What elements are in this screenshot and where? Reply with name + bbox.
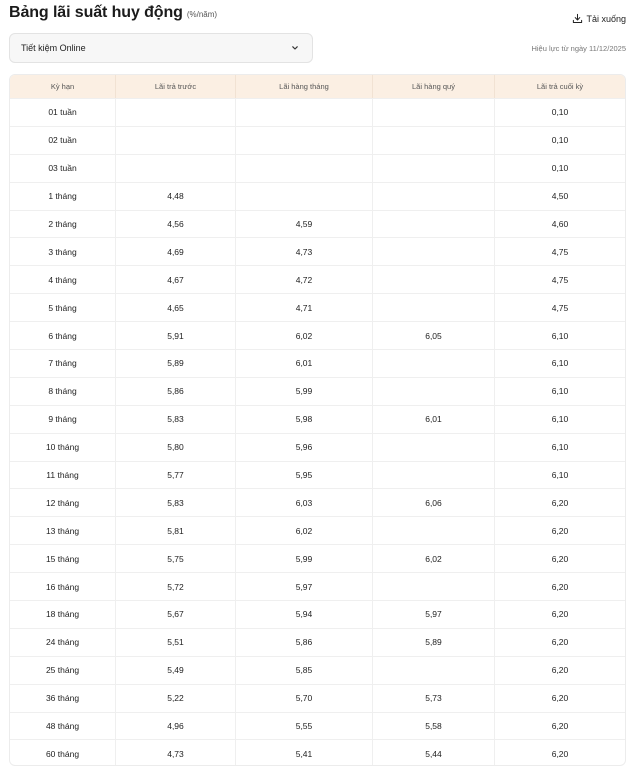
cell-maturity: 6,20 [551, 721, 569, 732]
cell-maturity: 6,20 [551, 748, 569, 759]
cell-maturity: 0,10 [551, 107, 569, 118]
cell-maturity: 6,20 [551, 637, 569, 648]
cell-prepaid: 4,65 [116, 294, 236, 321]
cell-quarterly: 6,01 [373, 406, 495, 433]
cell-term: 25 tháng [10, 657, 116, 684]
column-header-monthly: Lãi hàng tháng [236, 75, 373, 98]
cell-prepaid [116, 99, 236, 126]
cell-maturity: 6,10 [551, 330, 569, 341]
cell-term: 60 tháng [10, 740, 116, 766]
cell-maturity: 6,20 [551, 553, 569, 564]
cell-monthly: 5,94 [236, 601, 373, 628]
cell-quarterly [373, 294, 495, 321]
cell-quarterly [373, 183, 495, 210]
table-row [10, 684, 625, 712]
cell-quarterly [373, 211, 495, 238]
download-button[interactable] [572, 13, 626, 24]
cell-term: 1 tháng [10, 183, 116, 210]
cell-maturity: 4,50 [551, 191, 569, 202]
table-row [10, 126, 625, 154]
cell-quarterly: 5,73 [373, 685, 495, 712]
cell-maturity: 6,20 [551, 665, 569, 676]
cell-monthly: 6,01 [236, 350, 373, 377]
cell-prepaid: 5,67 [116, 601, 236, 628]
cell-maturity: 6,20 [551, 581, 569, 592]
cell-quarterly [373, 462, 495, 489]
cell-monthly: 5,86 [236, 629, 373, 656]
cell-prepaid: 5,83 [116, 406, 236, 433]
cell-quarterly: 6,02 [373, 545, 495, 572]
cell-quarterly: 5,89 [373, 629, 495, 656]
cell-prepaid: 4,48 [116, 183, 236, 210]
page-header [9, 4, 217, 22]
cell-maturity: 6,10 [551, 442, 569, 453]
cell-term: 36 tháng [10, 685, 116, 712]
cell-quarterly [373, 573, 495, 600]
cell-monthly [236, 183, 373, 210]
cell-term: 12 tháng [10, 489, 116, 516]
cell-monthly: 5,70 [236, 685, 373, 712]
cell-term: 48 tháng [10, 713, 116, 740]
cell-quarterly [373, 657, 495, 684]
column-header-maturity: Lãi trả cuối kỳ [536, 82, 584, 91]
download-icon [572, 13, 583, 24]
table-row [10, 628, 625, 656]
cell-prepaid: 5,72 [116, 573, 236, 600]
table-row [10, 572, 625, 600]
table-row [10, 712, 625, 740]
cell-prepaid: 5,80 [116, 434, 236, 461]
table-row [10, 349, 625, 377]
table-row [10, 656, 625, 684]
table-body [10, 98, 625, 766]
cell-term: 4 tháng [10, 266, 116, 293]
cell-monthly [236, 127, 373, 154]
cell-quarterly: 6,06 [373, 489, 495, 516]
cell-monthly: 4,59 [236, 211, 373, 238]
table-row [10, 516, 625, 544]
cell-maturity: 4,75 [551, 302, 569, 313]
cell-quarterly [373, 99, 495, 126]
cell-term: 7 tháng [10, 350, 116, 377]
table-header [10, 75, 625, 98]
cell-maturity: 6,10 [551, 386, 569, 397]
cell-monthly: 4,72 [236, 266, 373, 293]
table-row [10, 377, 625, 405]
table-row [10, 600, 625, 628]
cell-maturity: 6,20 [551, 693, 569, 704]
cell-quarterly: 5,97 [373, 601, 495, 628]
cell-prepaid: 5,91 [116, 322, 236, 349]
product-select-value: Tiết kiệm Online [21, 43, 86, 53]
cell-quarterly [373, 155, 495, 182]
column-header-quarterly: Lãi hàng quý [373, 75, 495, 98]
cell-maturity: 6,20 [551, 609, 569, 620]
cell-term: 3 tháng [10, 238, 116, 265]
page-title: Bảng lãi suất huy động [9, 4, 183, 21]
cell-term: 02 tuần [10, 127, 116, 154]
cell-prepaid [116, 155, 236, 182]
cell-monthly: 5,55 [236, 713, 373, 740]
cell-monthly: 4,73 [236, 238, 373, 265]
table-row [10, 210, 625, 238]
cell-quarterly: 5,58 [373, 713, 495, 740]
cell-term: 16 tháng [10, 573, 116, 600]
table-row [10, 433, 625, 461]
cell-prepaid: 5,75 [116, 545, 236, 572]
table-row [10, 321, 625, 349]
cell-maturity: 0,10 [551, 135, 569, 146]
cell-quarterly [373, 434, 495, 461]
effective-date: Hiệu lực từ ngày 11/12/2025 [531, 44, 626, 53]
cell-quarterly [373, 127, 495, 154]
cell-monthly: 5,85 [236, 657, 373, 684]
cell-prepaid [116, 127, 236, 154]
cell-quarterly [373, 350, 495, 377]
cell-maturity: 6,10 [551, 358, 569, 369]
table-row [10, 182, 625, 210]
cell-monthly: 5,99 [236, 378, 373, 405]
cell-prepaid: 4,73 [116, 740, 236, 766]
cell-prepaid: 4,69 [116, 238, 236, 265]
cell-term: 2 tháng [10, 211, 116, 238]
cell-monthly: 6,02 [236, 322, 373, 349]
cell-monthly: 5,41 [236, 740, 373, 766]
cell-maturity: 6,20 [551, 525, 569, 536]
cell-term: 11 tháng [10, 462, 116, 489]
cell-monthly [236, 155, 373, 182]
cell-quarterly [373, 378, 495, 405]
unit-label: (%/năm) [186, 10, 218, 19]
table-row [10, 265, 625, 293]
chevron-down-icon [290, 43, 300, 53]
table-row [10, 98, 625, 126]
cell-monthly: 5,99 [236, 545, 373, 572]
download-label: Tải xuống [586, 13, 626, 24]
cell-quarterly: 5,44 [373, 740, 495, 766]
table-row [10, 544, 625, 572]
cell-prepaid: 5,83 [116, 489, 236, 516]
cell-monthly: 5,98 [236, 406, 373, 433]
cell-prepaid: 5,77 [116, 462, 236, 489]
cell-maturity: 4,60 [551, 219, 569, 229]
cell-maturity: 0,10 [551, 163, 569, 174]
cell-maturity: 6,10 [551, 470, 569, 481]
table-row [10, 293, 625, 321]
cell-term: 10 tháng [10, 434, 116, 461]
cell-prepaid: 4,96 [116, 713, 236, 740]
cell-monthly: 5,95 [236, 462, 373, 489]
cell-prepaid: 5,81 [116, 517, 236, 544]
cell-monthly: 5,96 [236, 434, 373, 461]
cell-maturity: 4,75 [551, 274, 569, 285]
cell-monthly: 4,71 [236, 294, 373, 321]
table-row [10, 461, 625, 489]
cell-prepaid: 4,56 [116, 211, 236, 238]
cell-prepaid: 5,89 [116, 350, 236, 377]
cell-prepaid: 5,86 [116, 378, 236, 405]
table-row [10, 154, 625, 182]
table-row [10, 237, 625, 265]
cell-term: 6 tháng [10, 322, 116, 349]
cell-quarterly [373, 238, 495, 265]
cell-prepaid: 5,22 [116, 685, 236, 712]
cell-term: 5 tháng [10, 294, 116, 321]
product-select[interactable] [9, 33, 313, 63]
cell-quarterly: 6,05 [373, 322, 495, 349]
cell-prepaid: 5,51 [116, 629, 236, 656]
interest-rate-table [9, 74, 626, 766]
column-header-prepaid: Lãi trả trước [116, 75, 236, 98]
cell-quarterly [373, 517, 495, 544]
cell-maturity: 4,75 [551, 246, 569, 257]
table-row [10, 739, 625, 766]
cell-monthly: 5,97 [236, 573, 373, 600]
cell-term: 01 tuần [10, 99, 116, 126]
cell-prepaid: 5,49 [116, 657, 236, 684]
cell-maturity: 6,10 [551, 414, 569, 425]
cell-monthly [236, 99, 373, 126]
cell-term: 18 tháng [10, 601, 116, 628]
table-row [10, 488, 625, 516]
cell-prepaid: 4,67 [116, 266, 236, 293]
cell-term: 24 tháng [10, 629, 116, 656]
cell-monthly: 6,02 [236, 517, 373, 544]
cell-term: 9 tháng [10, 406, 116, 433]
cell-term: 03 tuần [10, 155, 116, 182]
cell-term: 8 tháng [10, 378, 116, 405]
cell-quarterly [373, 266, 495, 293]
cell-term: 15 tháng [10, 545, 116, 572]
table-row [10, 405, 625, 433]
column-header-term: Kỳ hạn [10, 75, 116, 98]
cell-maturity: 6,20 [551, 497, 569, 508]
cell-term: 13 tháng [10, 517, 116, 544]
cell-monthly: 6,03 [236, 489, 373, 516]
